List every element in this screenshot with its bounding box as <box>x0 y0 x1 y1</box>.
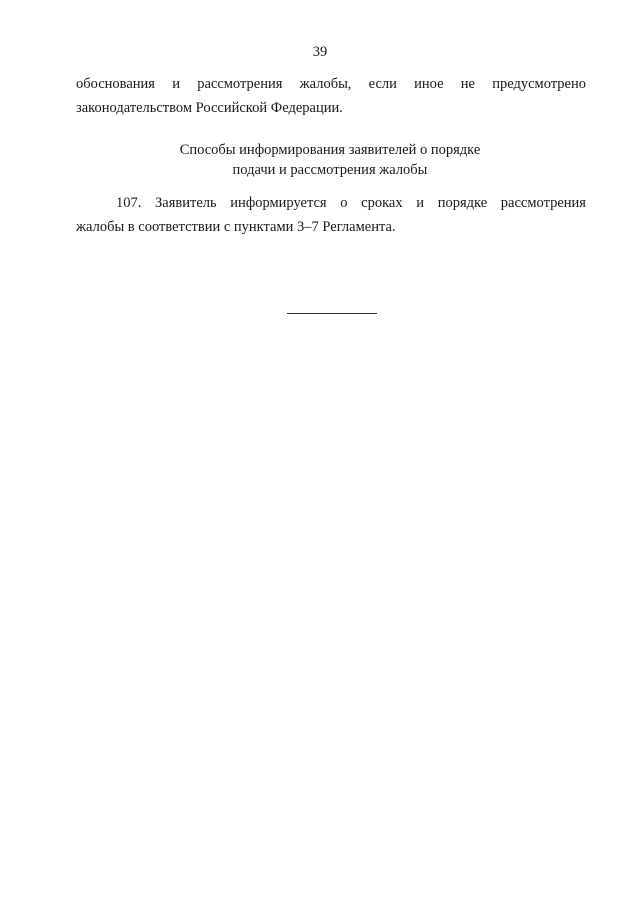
word: рассмотрения <box>197 76 283 92</box>
paragraph-line: законодательством Российской Федерации. <box>76 100 343 116</box>
word: порядке <box>437 195 488 211</box>
section-heading <box>0 140 640 180</box>
heading-line: подачи и рассмотрения жалобы <box>232 162 428 178</box>
page-number: 39 <box>312 44 328 60</box>
paragraph-107 <box>76 191 586 239</box>
paragraph-line <box>76 191 586 215</box>
word: предусмотрено <box>492 76 586 92</box>
word: информируется <box>230 195 327 211</box>
word: сроках <box>361 195 403 211</box>
end-of-document-rule <box>287 313 377 314</box>
word: о <box>340 195 348 211</box>
word: 107. <box>116 195 142 211</box>
word: если <box>368 76 397 92</box>
paragraph-continuation <box>76 72 586 120</box>
word: не <box>460 76 475 92</box>
word: рассмотрения <box>500 195 586 211</box>
word: Заявитель <box>155 195 217 211</box>
word: обоснования <box>76 76 155 92</box>
heading-line: Способы информирования заявителей о порядке <box>179 142 481 158</box>
word: и <box>172 76 180 92</box>
paragraph-line <box>76 72 586 96</box>
word: иное <box>414 76 444 92</box>
word: жалобы, <box>299 76 352 92</box>
paragraph-line: жалобы в соответствии с пунктами 3–7 Регламента. <box>76 219 396 235</box>
word: и <box>416 195 425 211</box>
